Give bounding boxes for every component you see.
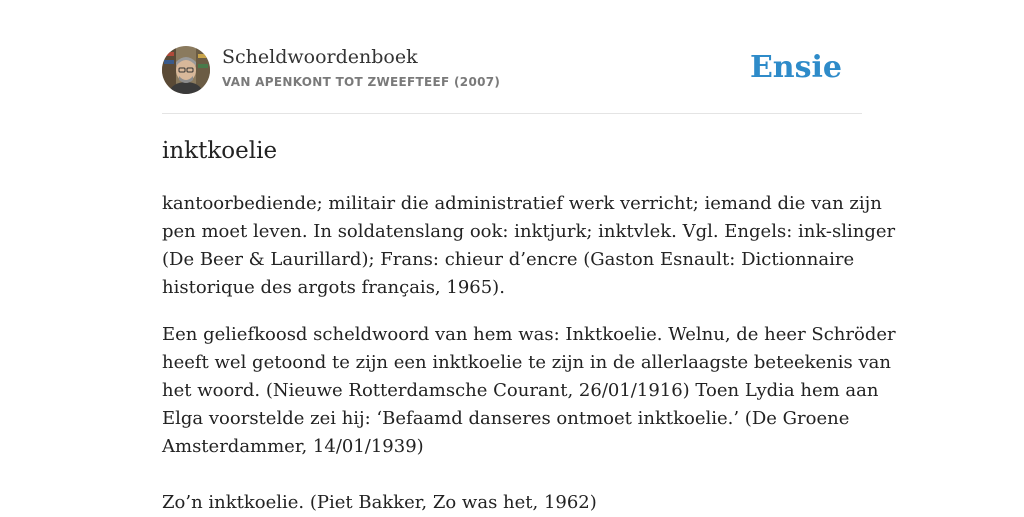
definition-paragraph	[162, 190, 896, 302]
author-avatar[interactable]	[162, 46, 210, 94]
text-line: het woord. (Nieuwe Rotterdamsche Courant, 26/01/1916) Toen Lydia hem aan	[162, 380, 879, 401]
text-line: historique des argots français, 1965).	[162, 277, 505, 298]
quotation-paragraph	[162, 321, 896, 461]
text-line: kantoorbediende; militair die administratief werk verricht; iemand die van zijn	[162, 193, 882, 214]
text-line: heeft wel getoond te zijn een inktkoelie te zijn in de allerlaagste beteekenis van	[162, 352, 891, 373]
brand-logo[interactable]: Ensie	[749, 50, 842, 85]
quotation-paragraph	[162, 489, 862, 517]
source-subtitle: VAN APENKONT TOT ZWEEFTEEF (2007)	[222, 75, 501, 89]
source-header	[162, 46, 862, 96]
source-title[interactable]: Scheldwoordenboek	[222, 46, 418, 68]
text-line: Amsterdammer, 14/01/1939)	[162, 436, 424, 457]
text-line: pen moet leven. In soldatenslang ook: inktjurk; inktvlek. Vgl. Engels: ink-slinger	[162, 221, 896, 242]
text-line: Elga voorstelde zei hij: ‘Befaamd danseres ontmoet inktkoelie.’ (De Groene	[162, 408, 850, 429]
entry-headword: inktkoelie	[162, 138, 278, 164]
text-line: Een geliefkoosd scheldwoord van hem was: Inktkoelie. Welnu, de heer Schröder	[162, 324, 896, 345]
header-divider	[162, 113, 862, 114]
text-line: (De Beer & Laurillard); Frans: chieur d’encre (Gaston Esnault: Dictionnaire	[162, 249, 855, 270]
text-line: Zo’n inktkoelie. (Piet Bakker, Zo was het, 1962)	[162, 492, 597, 513]
author-photo-icon	[162, 46, 210, 94]
